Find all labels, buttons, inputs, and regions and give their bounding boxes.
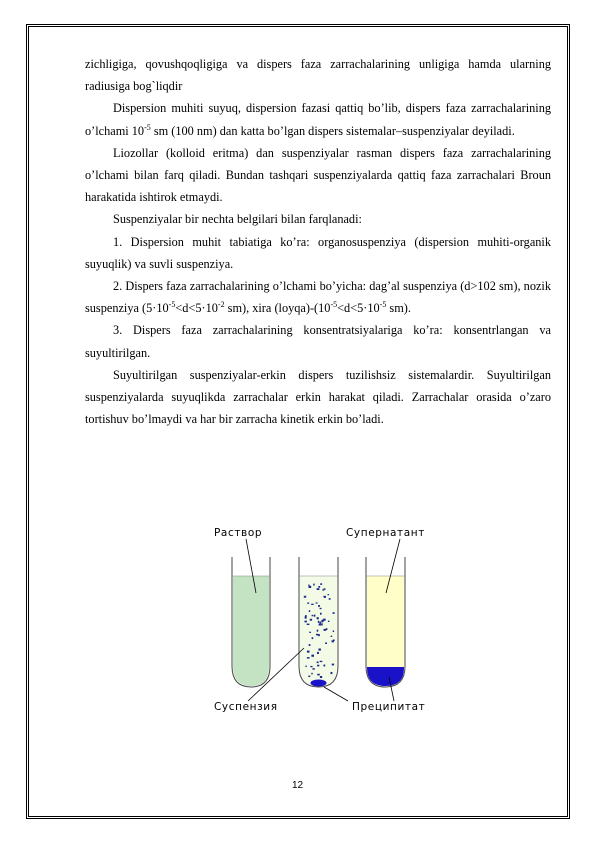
particle (320, 583, 322, 585)
particle (309, 610, 310, 612)
particle (305, 615, 307, 617)
particle (318, 621, 319, 623)
particle (317, 662, 319, 664)
label-solution: Раствор (214, 527, 263, 539)
particle (305, 616, 307, 618)
particle (313, 584, 315, 586)
paragraph (85, 319, 551, 363)
particle (325, 642, 327, 644)
superscript: -5 (330, 300, 338, 310)
text-run: sm (100 nm) dan katta bo’lgan dispers sistemalar–suspenziyalar deyiladi. (150, 123, 515, 138)
paragraph (85, 208, 551, 230)
particle (312, 615, 314, 616)
body-text (85, 53, 551, 430)
particle (324, 665, 326, 667)
particle (331, 672, 333, 674)
particle (316, 602, 318, 603)
particle (320, 676, 322, 678)
particle (328, 621, 330, 622)
particle (314, 615, 316, 617)
particle (309, 632, 311, 633)
particle (320, 608, 322, 609)
particle (319, 622, 321, 624)
paragraph (85, 97, 551, 141)
paragraph (85, 142, 551, 209)
particle (332, 664, 334, 666)
tube-suspension (299, 557, 338, 687)
particle (305, 666, 307, 667)
superscript: -2 (217, 300, 225, 310)
particle (320, 613, 322, 615)
particle (322, 589, 324, 590)
particle (311, 604, 313, 605)
label-precipitate: Преципитат (352, 701, 426, 713)
particle (317, 634, 320, 635)
particle (308, 676, 310, 677)
particle (326, 628, 328, 630)
particle (318, 605, 320, 607)
text-run: Suyultirilgan suspenziyalar-erkin dispers tuzilishsiz sistemalardir. Suyultirilgan suspenziyalarda suyuqlikda zarrachalar erkin harakat qiladi. Zarrachalar orasida o’zaro tortishuv bo’lmaydi va har bir zarracha kinetik erkin bo’ladi. (85, 367, 551, 427)
particle (329, 598, 331, 600)
text-run: 2. Dispers faza zarrachalarining o’lchami bo’yicha: dag’al suspenziya (d>102 sm), nozik suspenziya (5·10 (85, 279, 551, 316)
particle (307, 603, 309, 604)
particle (317, 652, 319, 654)
text-run: sm), xira (loyqa)-(10 (224, 301, 331, 316)
page-number: 12 (291, 780, 304, 791)
particle (323, 619, 326, 621)
label-supernatant: Супернатант (346, 527, 425, 539)
paragraph (85, 364, 551, 431)
particle (333, 630, 334, 632)
particle (319, 624, 322, 626)
text-run: Suspenziyalar bir nechta belgilari bilan farqlanadi: (113, 212, 362, 227)
particle (317, 588, 320, 590)
particle (317, 674, 320, 676)
paragraph (85, 231, 551, 275)
superscript: -5 (379, 300, 387, 310)
particle (311, 673, 312, 675)
text-run: <d<5·10 (337, 301, 380, 316)
particle (333, 612, 335, 614)
text-run: sm). (386, 301, 411, 316)
paragraph (85, 275, 551, 319)
text-run: <d<5·10 (175, 301, 218, 316)
particle (309, 586, 312, 588)
particle (309, 644, 311, 646)
tube-solution (232, 557, 270, 687)
particle (311, 655, 314, 657)
superscript: -5 (144, 122, 151, 132)
particle (307, 651, 309, 653)
particle (321, 623, 323, 625)
particle (310, 666, 312, 667)
particle (323, 596, 325, 597)
particle (312, 637, 314, 639)
particle (307, 657, 310, 659)
particle (305, 621, 307, 623)
particle (317, 665, 319, 667)
tube-supernatant (366, 557, 405, 687)
particle (310, 619, 312, 621)
suspension-figure (200, 521, 440, 721)
text-run: Dispersion muhiti suyuq, dispersion fazasi qattiq bo’lib, dispers faza zarrachalarining o’lchami 10 (85, 101, 551, 138)
label-suspension: Суспензия (214, 701, 278, 713)
text-run: zichligiga, qovushqoqligiga va dispers faza zarrachalarining unligiga hamda ularning radiusiga bog`liqdir (85, 57, 551, 94)
particle (304, 596, 306, 598)
text-run: Liozollar (kolloid eritma) dan suspenziyalar rasman dispers faza zarrachalarining o’lchami bilan farq qiladi. Bundan tashqari suspenziyalarda qattiq faza zarrachalari Broun harakatida ishtirok etmaydi. (85, 145, 551, 205)
particle (320, 661, 323, 662)
particle (333, 640, 335, 642)
particle (328, 594, 330, 595)
particle (317, 617, 319, 619)
text-run: 3. Dispers faza zarrachalarining konsentratsiyalariga ko’ra: konsentrlangan va suyultirilgan. (85, 323, 551, 360)
particle (318, 586, 320, 588)
particle (308, 585, 310, 586)
paragraph (85, 53, 551, 97)
particle (331, 636, 333, 637)
text-run: 1. Dispersion muhit tabiatiga ko’ra: organosuspenziya (dispersion muhiti-organik suyuqlik) va suvli suspenziya. (85, 234, 551, 271)
particle (307, 624, 310, 625)
particle (317, 630, 319, 632)
particle (318, 649, 321, 651)
superscript: -5 (168, 300, 176, 310)
test-tubes-diagram (200, 521, 440, 721)
particle (313, 668, 315, 670)
